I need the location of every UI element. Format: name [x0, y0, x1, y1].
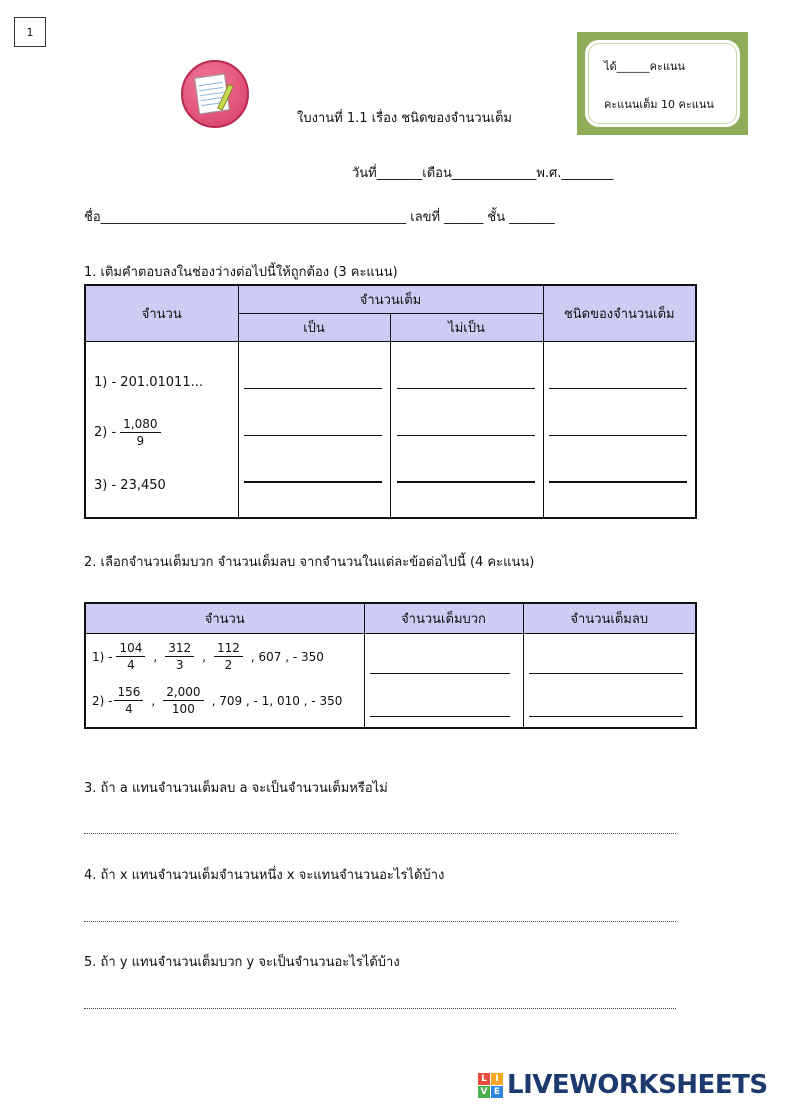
q1-answer-is[interactable]: [238, 341, 390, 518]
date-line[interactable]: วันที่_______เดือน_____________พ.ศ.________: [352, 166, 614, 181]
q3-prompt: 3. ถ้า a แทนจำนวนเต็มลบ a จะเป็นจำนวนเต็มหรือไม่: [84, 781, 388, 796]
q1-item-1: 1) - 201.01011...: [94, 374, 203, 390]
liveworksheets-logo: [478, 1070, 768, 1100]
q1-item-2: 2) - $\frac{1,080}{9}$: [94, 416, 161, 449]
q2-blank-2-negative[interactable]: [529, 716, 683, 717]
badge-letter-l: L: [478, 1073, 490, 1085]
q5-prompt: 5. ถ้า y แทนจำนวนเต็มบวก y จะเป็นจำนวนอะไรได้บ้าง: [84, 955, 400, 970]
badge-letter-e: E: [491, 1086, 503, 1098]
q2-row-1: 1) - $\frac{104}{4}$ , $\frac{312}{3}$ , $\frac{112}{2}$ , 607 , - 350: [92, 641, 324, 672]
q2-answer-negative[interactable]: [523, 634, 696, 729]
liveworksheets-badge-icon: [478, 1073, 503, 1098]
q2-blank-2-positive[interactable]: [370, 716, 510, 717]
q2-blank-1-negative[interactable]: [529, 673, 683, 674]
q1-header-type: ชนิดของจำนวนเต็ม: [543, 285, 696, 341]
q1-blank-1-is[interactable]: [244, 388, 382, 389]
q1-item-3: 3) - 23,450: [94, 477, 166, 493]
q2-blank-1-positive[interactable]: [370, 673, 510, 674]
q1-blank-2-is[interactable]: [244, 435, 382, 436]
q1-answer-is-not[interactable]: [390, 341, 543, 518]
q1-blank-2-type[interactable]: [549, 435, 687, 436]
score-line[interactable]: ได้______คะแนน: [604, 60, 686, 73]
full-score: คะแนนเต็ม 10 คะแนน: [604, 98, 714, 111]
q1-header-is: เป็น: [238, 313, 390, 341]
q1-blank-3-isnot[interactable]: [397, 481, 535, 483]
q1-blank-3-is[interactable]: [244, 481, 382, 483]
q2-header-number: จำนวน: [85, 603, 364, 634]
q1-blank-1-type[interactable]: [549, 388, 687, 389]
q2-row-2: 2) - $\frac{156}{4}$ , $\frac{2,000}{100}$ , 709 , - 1, 010 , - 350: [92, 685, 343, 716]
q1-blank-3-type[interactable]: [549, 481, 687, 483]
page-number: 1: [14, 17, 46, 47]
badge-letter-i: I: [491, 1073, 503, 1085]
q1-prompt: 1. เติมคำตอบลงในช่องว่างต่อไปนี้ให้ถูกต้อง (3 คะแนน): [84, 265, 398, 280]
badge-letter-v: V: [478, 1086, 490, 1098]
q1-header-integer: จำนวนเต็ม: [238, 285, 543, 313]
q1-blank-2-isnot[interactable]: [397, 435, 535, 436]
q4-prompt: 4. ถ้า x แทนจำนวนเต็มจำนวนหนึ่ง x จะแทนจำนวนอะไรได้บ้าง: [84, 868, 445, 883]
q1-table: [84, 284, 697, 519]
q1-header-is-not: ไม่เป็น: [390, 313, 543, 341]
q1-items-cell: [85, 341, 238, 518]
q2-table: [84, 602, 697, 729]
name-line[interactable]: ชื่อ_______________________________________________ เลขที่ ______ ชั้น _______: [84, 210, 555, 225]
q2-answer-positive[interactable]: [364, 634, 523, 729]
liveworksheets-brand: LIVEWORKSHEETS: [507, 1070, 768, 1100]
worksheet-title: ใบงานที่ 1.1 เรื่อง ชนิดของจำนวนเต็ม: [297, 111, 512, 126]
q2-header-positive: จำนวนเต็มบวก: [364, 603, 523, 634]
q4-answer-line[interactable]: [84, 921, 676, 922]
q1-answer-type[interactable]: [543, 341, 696, 518]
q1-blank-1-isnot[interactable]: [397, 388, 535, 389]
q1-header-number: จำนวน: [85, 285, 238, 341]
q2-header-negative: จำนวนเต็มลบ: [523, 603, 696, 634]
q2-prompt: 2. เลือกจำนวนเต็มบวก จำนวนเต็มลบ จากจำนวนในแต่ละข้อต่อไปนี้ (4 คะแนน): [84, 555, 535, 570]
q5-answer-line[interactable]: [84, 1008, 676, 1009]
score-box: [577, 32, 748, 135]
q2-items-cell: [85, 634, 364, 729]
q3-answer-line[interactable]: [84, 833, 676, 834]
notebook-logo-icon: [181, 60, 249, 128]
